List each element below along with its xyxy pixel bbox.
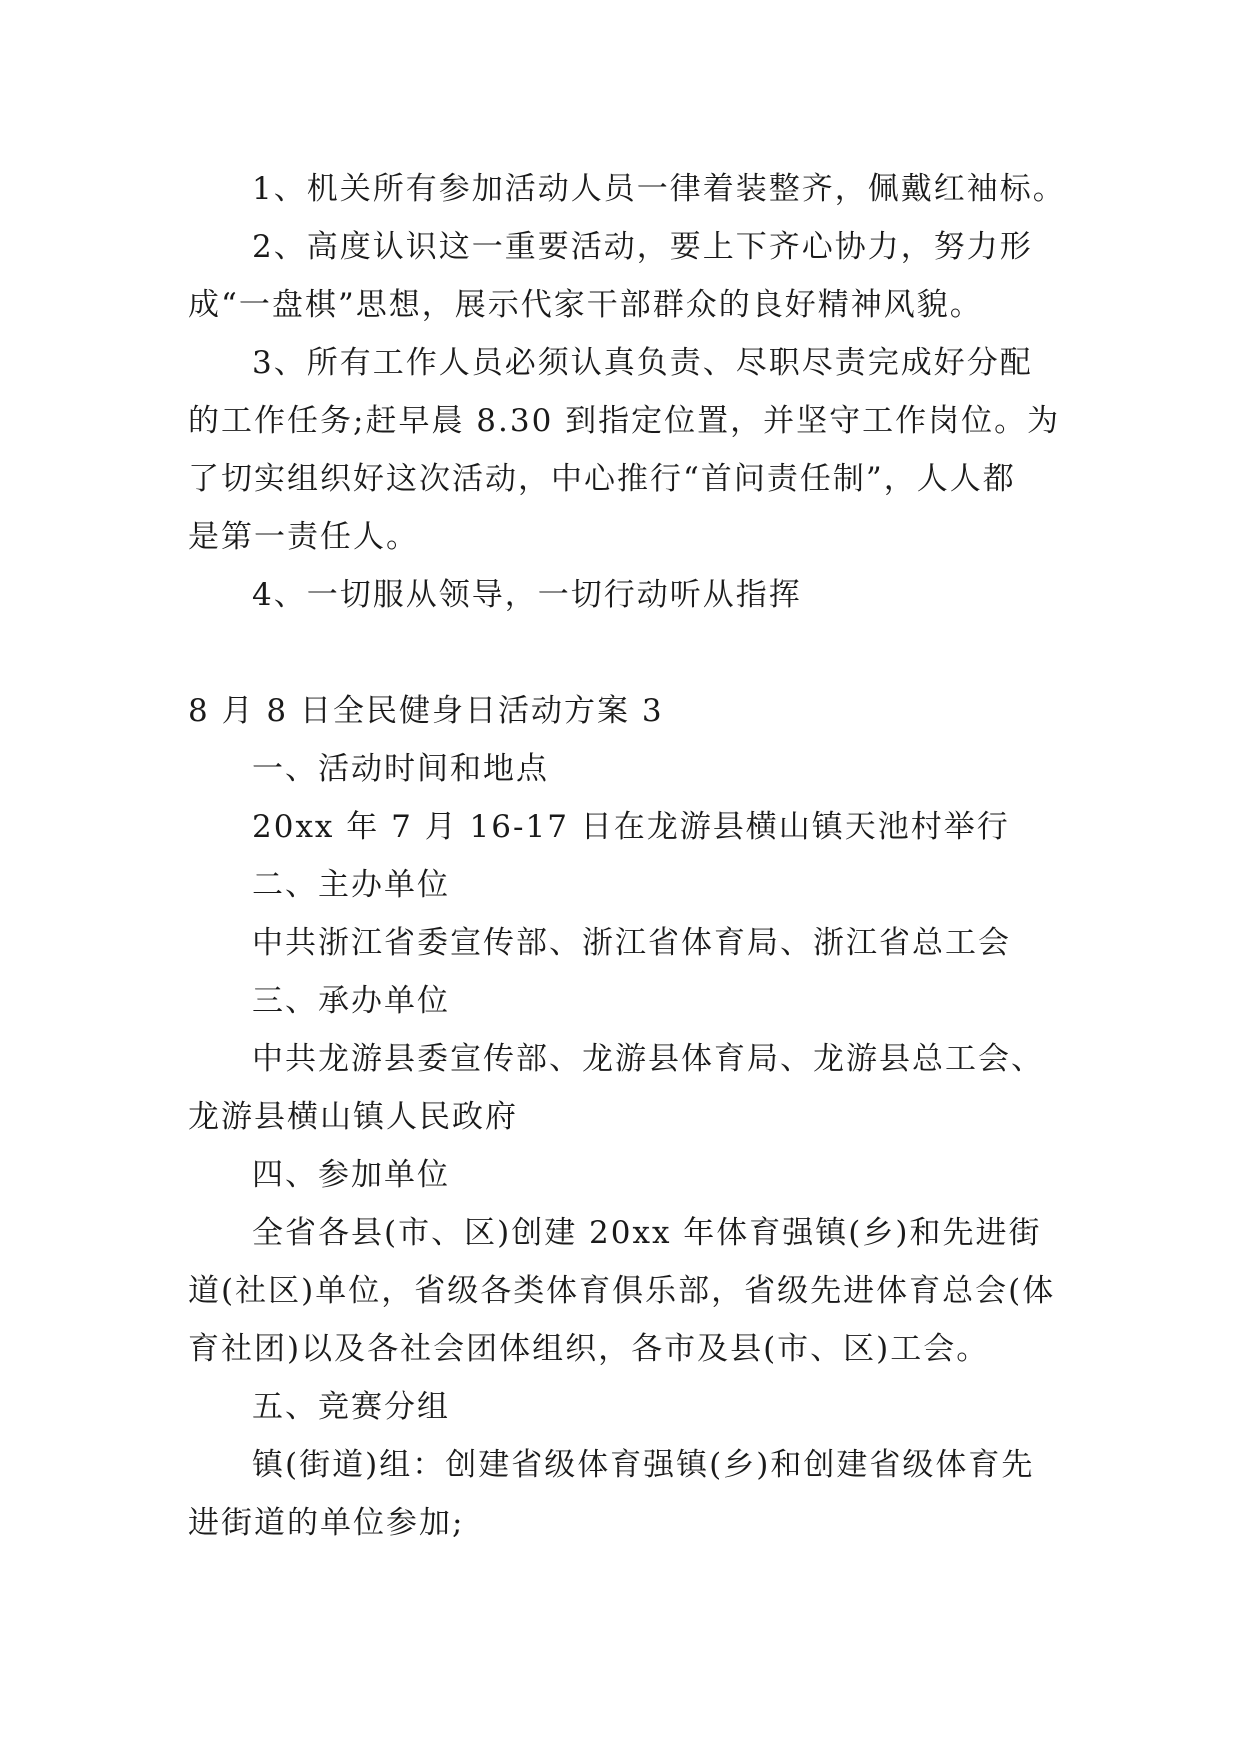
paragraph-line: 的工作任务;赶早晨 8.30 到指定位置，并坚守工作岗位。为 — [188, 403, 1061, 439]
paragraph-line: 道(社区)单位，省级各类体育俱乐部，省级先进体育总会(体 — [188, 1273, 1056, 1309]
blank-line — [188, 624, 1068, 682]
heading-host: 三、承办单位 — [252, 983, 450, 1019]
paragraph-line: 成“一盘棋”思想，展示代家干部群众的良好精神风貌。 — [188, 287, 983, 323]
heading-organizer: 二、主办单位 — [252, 867, 450, 903]
paragraph-line: 进街道的单位参加; — [188, 1505, 465, 1541]
paragraph-line: 中共浙江省委宣传部、浙江省体育局、浙江省总工会 — [252, 925, 1011, 961]
heading-participants: 四、参加单位 — [252, 1157, 450, 1193]
document-body — [188, 160, 1068, 1552]
paragraph-line: 1、机关所有参加活动人员一律着装整齐，佩戴红袖标。 — [252, 171, 1066, 207]
paragraph-line: 4、一切服从领导，一切行动听从指挥 — [252, 577, 802, 613]
section-title: 8 月 8 日全民健身日活动方案 3 — [188, 693, 664, 729]
paragraph-line: 全省各县(市、区)创建 20xx 年体育强镇(乡)和先进街 — [252, 1215, 1042, 1251]
paragraph-line: 20xx 年 7 月 16-17 日在龙游县横山镇天池村举行 — [252, 809, 1010, 845]
paragraph-line: 育社团)以及各社会团体组织，各市及县(市、区)工会。 — [188, 1331, 990, 1367]
heading-competition-groups: 五、竞赛分组 — [252, 1389, 450, 1425]
paragraph-line: 中共龙游县委宣传部、龙游县体育局、龙游县总工会、 — [252, 1041, 1044, 1077]
paragraph-line: 3、所有工作人员必须认真负责、尽职尽责完成好分配 — [252, 345, 1033, 381]
paragraph-line: 龙游县横山镇人民政府 — [188, 1099, 518, 1135]
paragraph-line: 了切实组织好这次活动，中心推行“首问责任制”，人人都 — [188, 461, 1016, 497]
paragraph-line: 镇(街道)组：创建省级体育强镇(乡)和创建省级体育先 — [252, 1447, 1035, 1483]
paragraph-line: 2、高度认识这一重要活动，要上下齐心协力，努力形 — [252, 229, 1033, 265]
heading-activity-time-place: 一、活动时间和地点 — [252, 751, 549, 787]
paragraph-line: 是第一责任人。 — [188, 519, 419, 555]
